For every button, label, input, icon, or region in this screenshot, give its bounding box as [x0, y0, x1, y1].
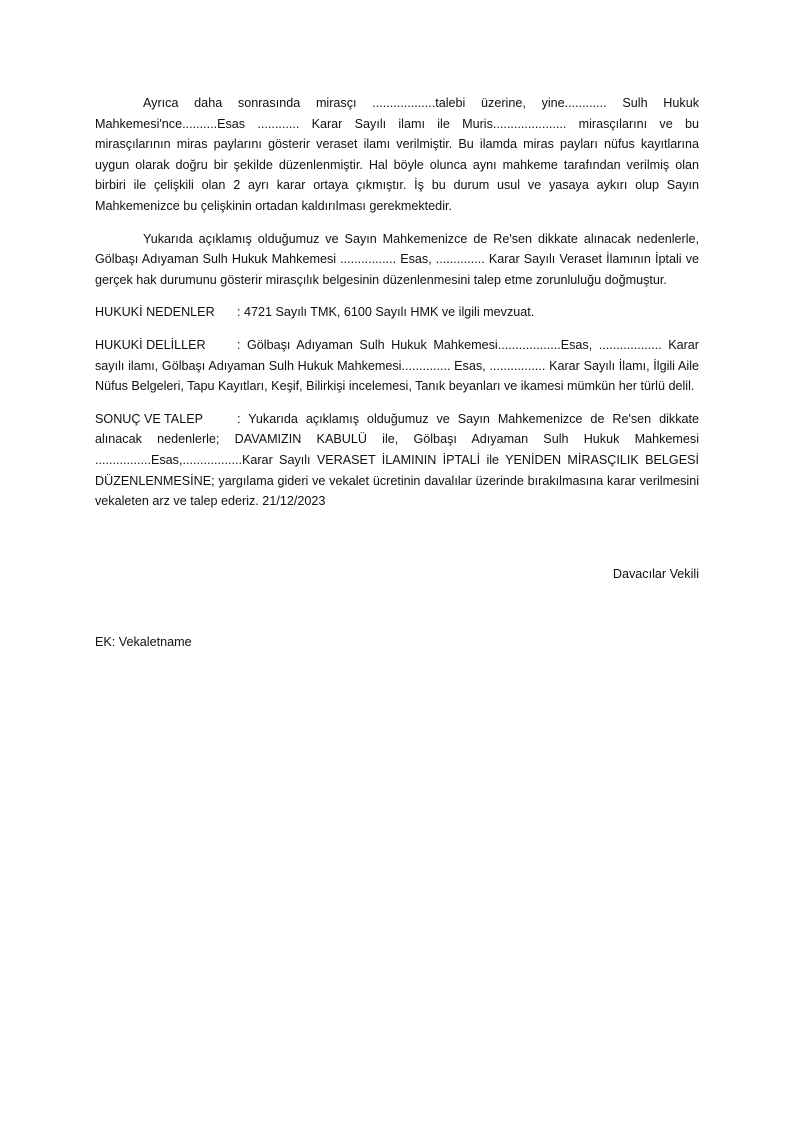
- section-legal-grounds: [95, 302, 699, 323]
- legal-grounds-text: : 4721 Sayılı TMK, 6100 Sayılı HMK ve ilgili mevzuat.: [237, 305, 535, 320]
- legal-evidence-text: : Gölbaşı Adıyaman Sulh Hukuk Mahkemesi..................Esas, .................. Karar sayılı ilamı, Gölbaşı Adıyaman Sulh Hukuk Mahkemesi.............. Esas, ................ Karar Sayılı İlamı, İlgili Aile Nüfus Belgeleri, Tapu Kayıtları, Keşif, Bilirkişi incelemesi, Tanık beyanları ve ikamesi mümkün her türlü delil.: [95, 337, 699, 394]
- section-legal-evidence: [95, 335, 699, 397]
- legal-grounds-label: HUKUKİ NEDENLER: [95, 305, 215, 320]
- paragraph-conflicting-decisions: Ayrıca daha sonrasında mirasçı ..................talebi üzerine, yine............ Sulh Hukuk Mahkemesi'nce..........Esas ............ Karar Sayılı ilamı ile Muris..................... mirasçılarını ve bu mirasçılarının miras paylarını gösterir veraset ilamı verilmiştir. Bu ilamda miras payları nüfus kayıtlarına uygun olarak doğru bir şekilde düzenlenmiştir. Hal böyle olunca aynı mahkeme tarafından verilmiş olan birbiri ile çelişkili olan 2 ayrı karar ortaya çıkmıştır. İş bu durum usul ve yasaya aykırı olup Sayın Mahkemenizce bu çelişkinin ortadan kaldırılması gerekmektedir.: [95, 96, 699, 213]
- paragraph-request-basis: Yukarıda açıklamış olduğumuz ve Sayın Mahkemenizce de Re'sen dikkate alınacak nedenlerle, Gölbaşı Adıyaman Sulh Hukuk Mahkemesi ................ Esas, .............. Karar Sayılı Veraset İlamının İptali ve gerçek hak durumunu gösterir mirasçılık belgesinin düzenlenmesini talep etme zorunluluğu doğmuştur.: [95, 231, 699, 287]
- section-conclusion-request: [95, 409, 699, 512]
- petition-page: [95, 93, 699, 665]
- signature-line: Davacılar Vekili: [612, 566, 699, 581]
- attachment-note: EK: Vekaletname: [95, 635, 192, 650]
- conclusion-text: : Yukarıda açıklamış olduğumuz ve Sayın Mahkemenizce de Re'sen dikkate alınacak nedenlerle; DAVAMIZIN KABULÜ ile, Gölbaşı Adıyaman Sulh Hukuk Mahkemesi ................Esas,.................Karar Sayılı VERASET İLAMININ İPTALİ ile YENİDEN MİRASÇILIK BELGESİ DÜZENLENMESİNE; yargılama gideri ve vekalet ücretinin davalılar üzerinde bırakılmasına karar verilmesini vekaleten arz ve talep ederiz. 21/12/2023: [95, 411, 699, 509]
- legal-evidence-label: HUKUKİ DELİLLER: [95, 337, 206, 352]
- conclusion-label: SONUÇ VE TALEP: [95, 411, 204, 426]
